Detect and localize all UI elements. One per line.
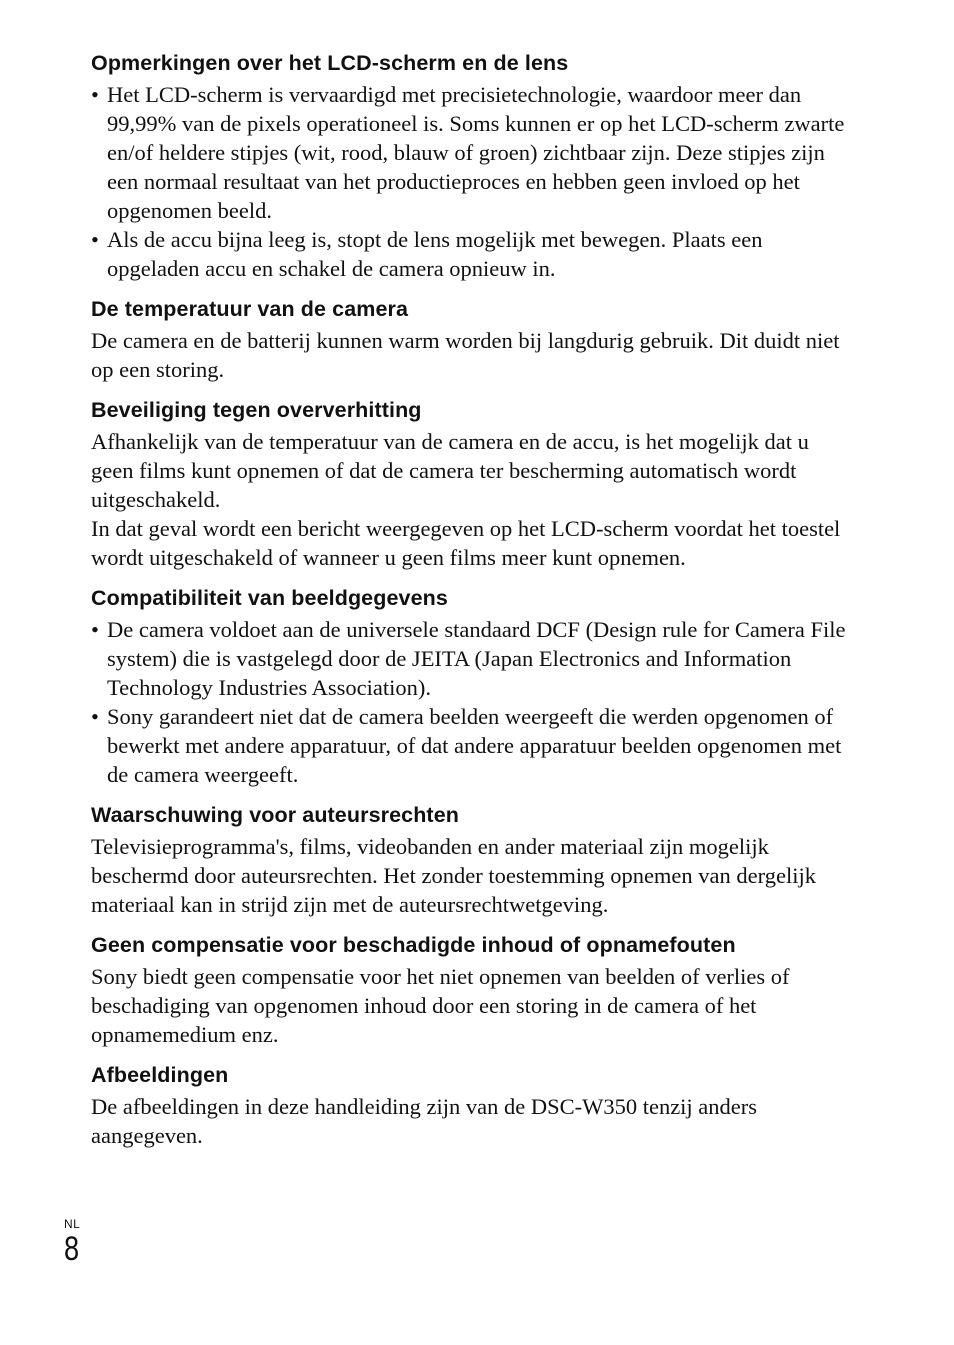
- paragraph: De camera en de batterij kunnen warm worden bij langdurig gebruik. Dit duidt niet op een storing.: [91, 328, 840, 382]
- section-compatibility: [91, 583, 851, 789]
- section-heading: Waarschuwing voor auteursrechten: [91, 803, 459, 827]
- list-item-text: Als de accu bijna leeg is, stopt de lens mogelijk met bewegen. Plaats een opgeladen accu en schakel de camera opnieuw in.: [107, 227, 763, 281]
- page-footer: [64, 1217, 83, 1267]
- paragraph: Sony biedt geen compensatie voor het niet opnemen van beelden of verlies of beschadiging van opgenomen inhoud door een storing in de camera of het opnamemedium enz.: [91, 964, 790, 1047]
- section-heading: Compatibiliteit van beeldgegevens: [91, 586, 448, 610]
- bullet-list: [91, 80, 851, 283]
- list-item-text: Sony garandeert niet dat de camera beelden weergeeft die werden opgenomen of bewerkt met andere apparatuur, of dat andere apparatuur beelden opgenomen met de camera weergeeft.: [107, 704, 842, 787]
- list-item: [91, 80, 851, 225]
- paragraph: In dat geval wordt een bericht weergegeven op het LCD-scherm voordat het toestel wordt uitgeschakeld of wanneer u geen films meer kunt opnemen.: [91, 516, 841, 570]
- paragraph: De afbeeldingen in deze handleiding zijn van de DSC-W350 tenzij anders aangegeven.: [91, 1094, 758, 1148]
- language-code: NL: [64, 1217, 81, 1231]
- section-no-compensation: [91, 930, 851, 1049]
- bullet-icon: •: [91, 704, 99, 729]
- section-heading: Geen compensatie voor beschadigde inhoud of opnamefouten: [91, 933, 736, 957]
- section-heading: Beveiliging tegen oververhitting: [91, 398, 422, 422]
- document-page: [91, 48, 851, 1161]
- list-item-text: Het LCD-scherm is vervaardigd met precisietechnologie, waardoor meer dan 99,99% van de pixels operationeel is. Soms kunnen er op het LCD-scherm zwarte en/of heldere stipjes (wit, rood, blauw of groen) zichtbaar zijn. Deze stipjes zijn een normaal resultaat van het productieproces en hebben geen invloed op het opgenomen beeld.: [107, 82, 845, 223]
- section-heading: Afbeeldingen: [91, 1063, 229, 1087]
- list-item: [91, 225, 851, 283]
- section-lcd-lens: [91, 48, 851, 283]
- section-heading: De temperatuur van de camera: [91, 297, 409, 321]
- section-overheating: [91, 395, 851, 572]
- list-item: [91, 615, 851, 702]
- page-number: 8: [64, 1230, 80, 1268]
- paragraph: Afhankelijk van de temperatuur van de camera en de accu, is het mogelijk dat u geen films kunt opnemen of dat de camera ter bescherming automatisch wordt uitgeschakeld.: [91, 429, 809, 512]
- section-heading: Opmerkingen over het LCD-scherm en de lens: [91, 51, 569, 75]
- section-temperature: [91, 294, 851, 384]
- bullet-icon: •: [91, 617, 99, 642]
- section-images: [91, 1060, 851, 1150]
- list-item-text: De camera voldoet aan de universele standaard DCF (Design rule for Camera File system) die is vastgelegd door de JEITA (Japan Electronics and Information Technology Industries Association).: [107, 617, 846, 700]
- list-item: [91, 702, 851, 789]
- bullet-icon: •: [91, 227, 99, 252]
- bullet-list: [91, 615, 851, 789]
- paragraph: Televisieprogramma's, films, videobanden en ander materiaal zijn mogelijk beschermd door auteursrechten. Het zonder toestemming opnemen van dergelijk materiaal kan in strijd zijn met de auteursrechtwetgeving.: [91, 834, 816, 917]
- bullet-icon: •: [91, 82, 99, 107]
- section-copyright: [91, 800, 851, 919]
